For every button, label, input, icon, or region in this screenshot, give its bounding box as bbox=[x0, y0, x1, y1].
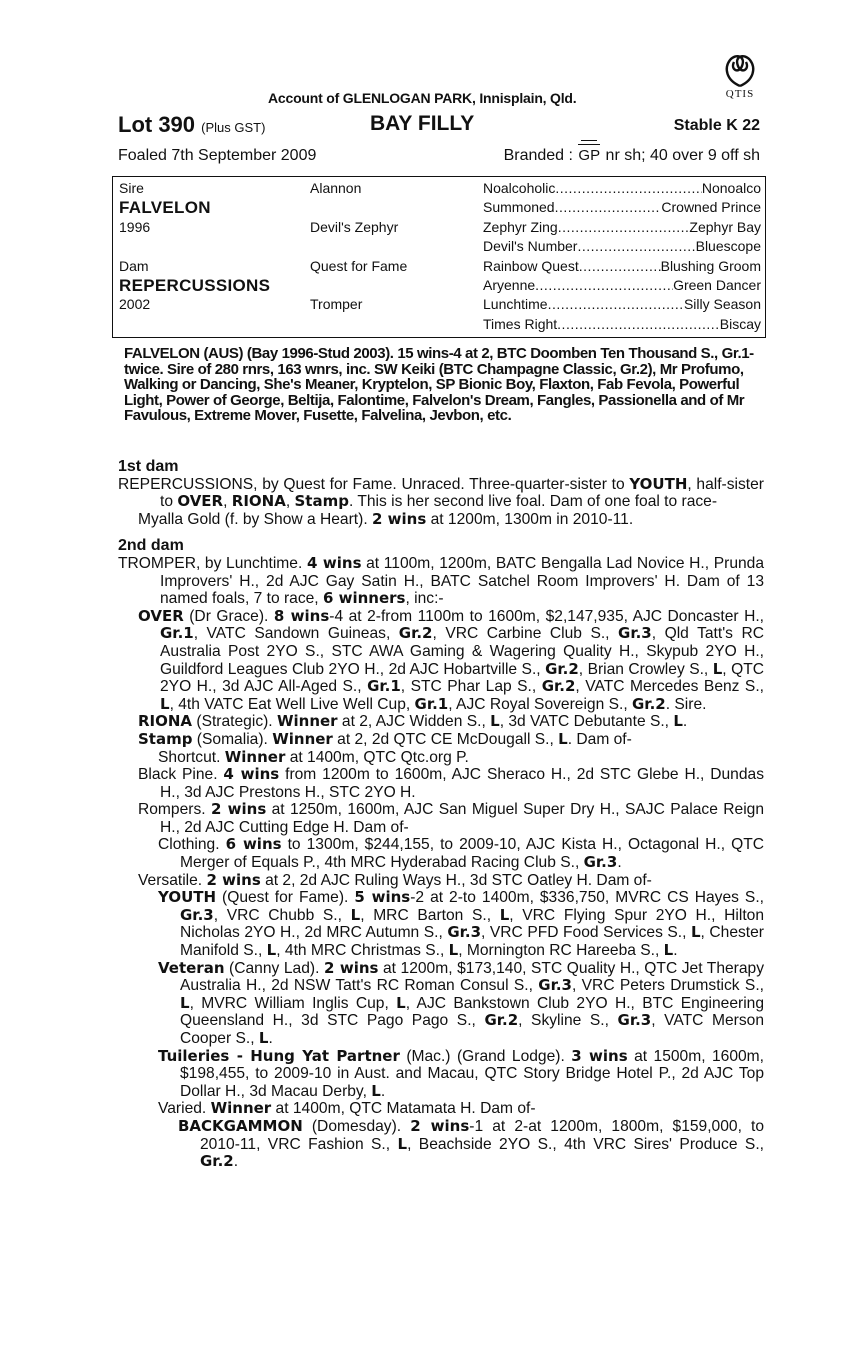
bold-text: RIONA bbox=[138, 712, 193, 731]
race-record-entry bbox=[118, 1100, 764, 1118]
record-text: Clothing. bbox=[158, 836, 226, 854]
bold-text: Winner bbox=[210, 1099, 272, 1118]
pedigree-line: Rainbow Quest ..... Blushing Groom bbox=[483, 257, 761, 276]
first-dam-section bbox=[118, 476, 764, 529]
bold-text: Veteran bbox=[158, 958, 225, 977]
bold-text: Gr.2 bbox=[484, 1011, 519, 1030]
record-text: from 1200m to 1600m, AJC Sheraco H., 2d STC Glebe H., Dundas H., 3d AJC Prestons H., STC 2YO H. bbox=[160, 766, 764, 801]
pedigree-line: Devil's Number ..... Bluescope bbox=[483, 237, 761, 256]
sire-name: FALVELON bbox=[119, 198, 211, 218]
first-dam-heading: 1st dam bbox=[118, 458, 179, 475]
record-text: Versatile. bbox=[138, 871, 207, 889]
bold-text: Stamp bbox=[138, 729, 193, 748]
foaled-date: Foaled 7th September 2009 bbox=[118, 147, 317, 164]
record-text: , VATC Sandown Guineas, bbox=[193, 625, 399, 643]
bold-text: L bbox=[350, 905, 361, 924]
pedigree-line: Lunchtime ..... Silly Season bbox=[483, 295, 761, 314]
record-text: , Brian Crowley S., bbox=[578, 660, 713, 678]
pedigree-line: Summoned ..... Crowned Prince bbox=[483, 198, 761, 217]
race-record-entry bbox=[118, 872, 764, 890]
record-text: , VRC PFD Food Services S., bbox=[481, 924, 691, 942]
bold-text: L bbox=[558, 729, 568, 748]
record-text: at 2, 2d QTC CE McDougall S., bbox=[332, 730, 559, 748]
bold-text: L bbox=[448, 941, 459, 960]
bold-text: 4 wins bbox=[223, 765, 280, 784]
bold-text: Gr.3 bbox=[583, 853, 618, 872]
pedigree-grandparents bbox=[310, 179, 480, 315]
second-dam-heading: 2nd dam bbox=[118, 537, 184, 555]
pedigree-great-grandparents bbox=[483, 179, 761, 334]
bold-text: 2 wins bbox=[372, 509, 427, 528]
record-text: REPERCUSSIONS, by Quest for Fame. Unraced. Three-quarter-sister to bbox=[118, 475, 630, 493]
bold-text: Tuileries - Hung Yat Partner bbox=[158, 1046, 400, 1065]
record-text: -4 at 2-from 1100m to 1600m, $2,147,935, AJC Doncaster H., bbox=[329, 607, 765, 625]
bold-text: L bbox=[663, 941, 674, 960]
record-text: , 4th VATC Eat Well Live Well Cup, bbox=[169, 695, 415, 713]
stable-number: Stable K 22 bbox=[673, 117, 760, 134]
record-text: Black Pine. bbox=[138, 766, 224, 784]
bold-text: L bbox=[712, 659, 723, 678]
record-text: . bbox=[682, 713, 688, 731]
record-text: Shortcut. bbox=[158, 748, 225, 766]
bold-text: Gr.3 bbox=[447, 923, 482, 942]
bold-text: 6 winners bbox=[322, 589, 406, 608]
sire-label: Sire bbox=[119, 180, 144, 196]
race-record-entry bbox=[118, 555, 764, 608]
record-text: (Quest for Fame). bbox=[216, 889, 355, 907]
record-text: , Chester Manifold S., bbox=[180, 924, 764, 960]
record-text: , VATC Merson Cooper S., bbox=[180, 1012, 764, 1047]
record-text: at 1400m, QTC Matamata H. Dam of- bbox=[271, 1100, 536, 1118]
brand-mark-text: GP bbox=[578, 147, 601, 164]
record-text: . bbox=[617, 854, 622, 872]
record-text: (Canny Lad). bbox=[224, 959, 324, 977]
record-text: Varied. bbox=[158, 1100, 211, 1118]
bold-text: Gr.2 bbox=[632, 694, 666, 713]
record-text: , VRC Carbine Club S., bbox=[432, 625, 619, 643]
record-text: Myalla Gold (f. by Show a Heart). bbox=[138, 510, 372, 528]
record-text: , 3d VATC Debutante S., bbox=[499, 713, 674, 731]
record-text: , VATC Mercedes Benz S., bbox=[575, 678, 764, 696]
race-record-entry bbox=[118, 608, 764, 714]
bold-text: OVER bbox=[138, 606, 184, 625]
record-text: , MRC Barton S., bbox=[360, 906, 500, 924]
record-text: . This is her second live foal. Dam of one foal to race- bbox=[348, 493, 718, 511]
record-text: (Domesday). bbox=[302, 1117, 411, 1135]
bold-text: Gr.2 bbox=[200, 1152, 234, 1171]
bold-text: Gr.2 bbox=[398, 624, 433, 643]
race-record-entry bbox=[118, 1118, 764, 1171]
vendor-account: Account of GLENLOGAN PARK, Innisplain, Qld. bbox=[268, 90, 577, 106]
bold-text: L bbox=[371, 1081, 381, 1100]
bold-text: YOUTH bbox=[158, 888, 217, 907]
record-text: , STC Phar Lap S., bbox=[400, 678, 542, 696]
record-text: , VRC Peters Drumstick S., bbox=[572, 977, 764, 995]
race-record-entry bbox=[118, 713, 764, 731]
record-text: . Dam of- bbox=[567, 730, 632, 748]
race-record-entry bbox=[118, 476, 764, 511]
bold-text: 2 wins bbox=[323, 958, 379, 977]
record-text: , inc:- bbox=[405, 590, 444, 608]
record-text: . bbox=[233, 1153, 239, 1171]
race-record-entry bbox=[118, 749, 764, 767]
record-text: (Strategic). bbox=[192, 713, 277, 731]
record-text: , Qld Tatt's RC Australia Post 2YO S., STC AWA Gaming & Wagering Quality H., Skypub 2YO H., Guildford Leagues Club 2YO H., 2d AJC Hobartville S., bbox=[160, 625, 765, 678]
bold-text: BACKGAMMON bbox=[178, 1116, 303, 1135]
second-dam-section bbox=[118, 555, 764, 1171]
sire-year: 1996 bbox=[119, 218, 151, 235]
bold-text: 2 wins bbox=[410, 1116, 470, 1135]
bold-text: 5 wins bbox=[354, 888, 411, 907]
bold-text: 6 wins bbox=[225, 835, 282, 854]
bold-text: L bbox=[180, 993, 190, 1012]
sire-dam: Devil's Zephyr bbox=[310, 218, 399, 235]
record-text: . Sire. bbox=[665, 695, 707, 713]
bold-text: L bbox=[397, 1134, 408, 1153]
record-text: (Mac.) (Grand Lodge). bbox=[399, 1047, 572, 1065]
record-text: , Skyline S., bbox=[518, 1012, 618, 1030]
race-record-entry bbox=[118, 1048, 764, 1101]
record-text: at 1200m, $173,140, STC Quality H., QTC Jet Therapy Australia H., 2d NSW Tatt's RC Roman Consul S., bbox=[180, 959, 765, 995]
pedigree-line: Noalcoholic ..... Nonoalco bbox=[483, 179, 761, 198]
pedigree-line: Aryenne ..... Green Dancer bbox=[483, 276, 761, 295]
bold-text: Winner bbox=[276, 712, 338, 731]
record-text: , Mornington RC Hareeba S., bbox=[458, 942, 664, 960]
bold-text: Gr.3 bbox=[538, 976, 572, 995]
lot-number bbox=[118, 112, 265, 138]
bold-text: L bbox=[258, 1029, 269, 1047]
record-text: . bbox=[380, 1082, 386, 1100]
bold-text: 8 wins bbox=[273, 606, 330, 625]
horse-description: BAY FILLY bbox=[370, 112, 475, 135]
record-text: , Beachside 2YO S., 4th VRC Sires' Produce S., bbox=[407, 1135, 764, 1153]
bold-text: Gr.3 bbox=[617, 1011, 652, 1030]
bold-text: YOUTH bbox=[629, 474, 688, 493]
bold-text: L bbox=[266, 941, 277, 960]
pedigree-line: Times Right ..... Biscay bbox=[483, 315, 761, 334]
record-text: to 1300m, $244,155, to 2009-10, AJC Kista H., Octagonal H., QTC Merger of Equals P., 4th MRC Hyderabad Racing Club S., bbox=[180, 836, 765, 872]
bold-text: Gr.2 bbox=[541, 677, 576, 696]
record-text: , bbox=[285, 493, 295, 511]
record-text: , bbox=[223, 493, 232, 511]
record-text: at 1400m, QTC Qtc.org P. bbox=[285, 748, 469, 766]
race-record-entry bbox=[118, 960, 764, 1048]
record-text: , half-sister to bbox=[160, 475, 764, 511]
brand-suffix: nr sh; 40 over 9 off sh bbox=[601, 147, 760, 164]
sire-stud-record: FALVELON (AUS) (Bay 1996-Stud 2003). 15 wins-4 at 2, BTC Doomben Ten Thousand S., Gr.1-twice. Sire of 280 rnrs, 163 wnrs, inc. SW Keiki (BTC Champagne Classic, Gr.2), Mr Profumo, Walking or Dancing, She's Meaner, Kryptelon, SP Bionic Boy, Flaxton, Fab Fevola, Powerful Light, Power of George, Beltija, Falontime, Falvelon's Dream, Fangles, Passionella and of Mr Favulous, Extreme Mover, Fusette, Falvelina, Jevbon, etc. bbox=[124, 345, 754, 424]
sire-sire: Alannon bbox=[310, 180, 362, 196]
race-record-entry bbox=[118, 511, 764, 529]
bold-text: RIONA bbox=[231, 492, 286, 511]
catalogue-body bbox=[118, 458, 764, 1171]
bold-text: 4 wins bbox=[306, 553, 362, 572]
bold-text: Stamp bbox=[294, 492, 349, 511]
bold-text: Gr.3 bbox=[180, 905, 214, 924]
record-text: -1 at 2-at 1200m, 1800m, $159,000, to 2010-11, VRC Fashion S., bbox=[200, 1117, 765, 1153]
qtis-logo-icon bbox=[720, 50, 760, 90]
dam-label: Dam bbox=[119, 257, 149, 274]
bold-text: L bbox=[690, 923, 701, 942]
record-text: at 1100m, 1200m, BATC Bengalla Lad Novice H., Prunda Improvers' H., 2d AJC Gay Satin H., BATC Satchel Room Improvers' H. Dam of 13 named foals, 7 to race, bbox=[160, 554, 765, 608]
record-text: . bbox=[268, 1030, 273, 1047]
race-record-entry bbox=[118, 836, 764, 871]
dam-dam: Tromper bbox=[310, 296, 363, 313]
lot-label: Lot 390 bbox=[118, 112, 196, 137]
race-record-entry bbox=[118, 766, 764, 801]
record-text: -2 at 2-to 1400m, $336,750, MVRC CS Hayes S., bbox=[410, 889, 764, 907]
record-text: , MVRC William Inglis Cup, bbox=[189, 994, 397, 1012]
dam-name: REPERCUSSIONS bbox=[119, 276, 271, 296]
record-text: at 1200m, 1300m in 2010-11. bbox=[426, 510, 634, 528]
race-record-entry bbox=[118, 889, 764, 959]
record-text: . bbox=[673, 942, 678, 960]
bold-text: Winner bbox=[272, 729, 333, 748]
bold-text: 3 wins bbox=[571, 1046, 628, 1065]
dam-year: 2002 bbox=[119, 296, 151, 313]
bold-text: L bbox=[499, 905, 510, 924]
record-text: TROMPER, by Lunchtime. bbox=[118, 554, 307, 572]
record-text: (Somalia). bbox=[192, 730, 273, 748]
dam-sire: Quest for Fame bbox=[310, 257, 408, 274]
race-record-entry bbox=[118, 801, 764, 836]
record-text: at 2, AJC Widden S., bbox=[337, 713, 491, 731]
race-record-entry bbox=[118, 731, 764, 749]
lot-note: (Plus GST) bbox=[201, 120, 266, 135]
bold-text: L bbox=[673, 712, 683, 731]
brand-description bbox=[504, 147, 760, 165]
bold-text: L bbox=[396, 993, 406, 1012]
record-text: at 1250m, 1600m, AJC San Miguel Super Dry H., SAJC Palace Reign H., 2d AJC Cutting Edge H. Dam of- bbox=[160, 801, 764, 836]
record-text: at 1500m, 1600m, $198,455, to 2009-10 in Aust. and Macau, QTC Story Bridge Hotel P., 2d AJC Top Dollar H., 3d Macau Derby, bbox=[180, 1047, 764, 1100]
bold-text: 2 wins bbox=[206, 870, 261, 889]
record-text: , 4th MRC Christmas S., bbox=[276, 942, 449, 960]
brand-prefix: Branded : bbox=[503, 147, 578, 164]
record-text: , AJC Bankstown Club 2YO H., BTC Engineering Queensland H., 3d STC Pago Pago S., bbox=[180, 994, 764, 1030]
record-text: , VRC Chubb S., bbox=[213, 906, 351, 924]
record-text: Rompers. bbox=[138, 801, 211, 819]
qtis-logo bbox=[715, 50, 765, 110]
pedigree-parents bbox=[119, 179, 299, 315]
bold-text: L bbox=[490, 712, 500, 731]
qtis-logo-text: QTIS bbox=[725, 88, 755, 100]
bold-text: Gr.1 bbox=[414, 694, 449, 713]
record-text: at 2, 2d AJC Ruling Ways H., 3d STC Oatley H. Dam of- bbox=[260, 871, 652, 889]
pedigree-table bbox=[112, 176, 766, 338]
bold-text: Gr.1 bbox=[367, 677, 401, 696]
bold-text: Gr.2 bbox=[545, 659, 579, 678]
pedigree-line: Zephyr Zing ..... Zephyr Bay bbox=[483, 218, 761, 237]
bold-text: Gr.1 bbox=[160, 624, 194, 643]
brand-mark bbox=[577, 149, 601, 163]
bold-text: OVER bbox=[177, 492, 224, 511]
record-text: , QTC 2YO H., 3d AJC All-Aged S., bbox=[160, 660, 764, 696]
bold-text: Winner bbox=[224, 747, 286, 766]
bold-text: L bbox=[160, 694, 170, 713]
bold-text: 2 wins bbox=[210, 800, 267, 819]
record-text: (Dr Grace). bbox=[183, 607, 274, 625]
record-text: , VRC Flying Spur 2YO H., Hilton Nicholas 2YO H., 2d MRC Autumn S., bbox=[180, 906, 765, 942]
bold-text: Gr.3 bbox=[618, 624, 652, 643]
record-text: , AJC Royal Sovereign S., bbox=[448, 695, 632, 713]
